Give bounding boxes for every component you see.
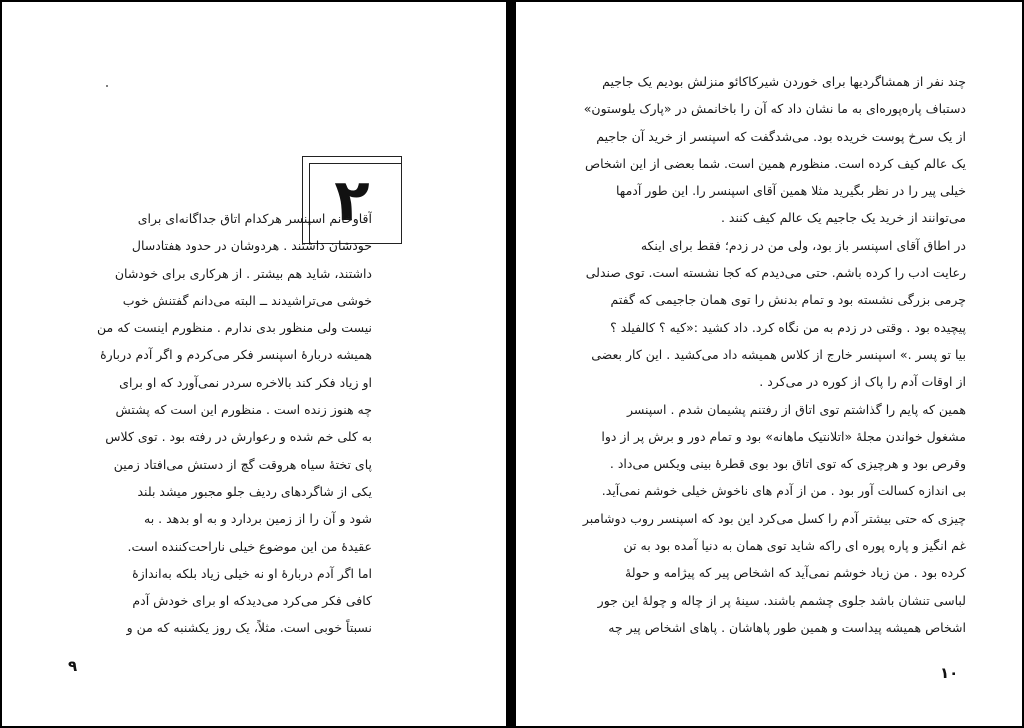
left-book-page <box>2 2 506 726</box>
text-line: خوشی می‌تراشیدند ــ البته می‌دانم گفتنش خوب <box>122 292 372 308</box>
text-line: همیشه دربارهٔ اسپنسر فکر می‌کردم و اگر آدم دربارهٔ <box>100 347 372 363</box>
text-line: در اطاق آقای اسپنسر باز بود، ولی من در زدم؛ فقط برای اینکه <box>640 237 966 253</box>
text-line: بی اندازه کسالت آور بود . من از آدم های ناخوش خیلی خوشم نمی‌آید. <box>601 483 966 499</box>
page-number: ۹ <box>68 657 78 675</box>
text-line: نیست ولی منظور بدی ندارم . منظورم اینست که من <box>97 320 372 336</box>
text-line: رعایت ادب را کرده باشم. حتی می‌دیدم که کجا نشسته است. توی صندلی <box>585 265 966 281</box>
text-line: چرمی بزرگی نشسته بود و تمام بدنش را توی همان جاجیمی که گفتم <box>610 292 966 308</box>
text-line: دستباف پاره‌پوره‌ای به ما نشان داد که آن را باخانمش در «پارک یلوستون» <box>583 101 966 117</box>
text-line: از اوقات آدم را پاک از کوره در می‌کرد . <box>759 374 966 390</box>
text-line: خودشان داشتند . هردوشان در حدود هفتادسال <box>131 238 372 254</box>
text-line: کافی فکر می‌کرد می‌دیدکه او برای خودش آدم <box>132 593 372 609</box>
text-line: چه هنوز زنده است . منظورم این است که پشتش <box>115 402 372 418</box>
chapter-number: ۲ <box>334 166 370 234</box>
text-line: اشخاص همیشه پیداست و همین طور پاهاشان . پاهای اشخاص پیر چه <box>608 619 966 635</box>
text-line: از یک سرخ پوست خریده بود. می‌شدگفت که اسپنسر از خرید آن جاجیم <box>596 128 966 144</box>
text-line: چند نفر از همشاگردیها برای خوردن شیرکاکائو منزلش بودیم یک جاجیم <box>602 74 966 89</box>
text-line: عقیدهٔ من این موضوع خیلی ناراحت‌کننده است. <box>127 538 372 554</box>
text-line: غم انگیز و پاره پوره ای راکه شاید توی همان به دنیا آمده بود به تن <box>623 538 966 554</box>
text-line: شود و آن را از زمین بردارد و به او بدهد . به <box>144 511 372 527</box>
text-line: پیچیده بود . وقتی در زدم به من نگاه کرد. داد کشید :«کیه ؟ کالفیلد ؟ <box>610 319 966 335</box>
text-line: مشغول خواندن مجلهٔ «اتلانتیک ماهانه» بود و تمام دور و برش پر از دوا <box>601 428 966 444</box>
text-line: می‌توانند از خرید یک جاجیم یک عالم کیف کنند . <box>720 210 966 226</box>
left-page-body-text <box>60 205 372 642</box>
right-page-body-text <box>574 68 966 641</box>
page-speck <box>106 85 108 87</box>
text-line: کرده بود . من زیاد خوشم نمی‌آید که اشخاص پیر که پیژامه و حولهٔ <box>625 565 966 581</box>
text-line: داشتند، شاید هم بیشتر . از هرکاری برای خودشان <box>114 265 372 281</box>
text-line: وقرص بود و هرچیزی که توی اتاق بود بوی قطرهٔ بینی ویکس می‌داد . <box>609 456 966 472</box>
text-line: آقاوخانم اسپنسر هرکدام اتاق جداگانه‌ای برای <box>137 211 372 226</box>
text-line: یک عالم کیف کرده است. منظورم همین است. شما بعضی از این اشخاص <box>584 155 966 171</box>
text-line: اما اگر آدم دربارهٔ او نه خیلی زیاد بلکه به‌اندازهٔ <box>132 565 372 581</box>
right-book-page <box>516 2 1022 726</box>
text-line: بیا تو پسر .» اسپنسر خارج از کلاس همیشه داد می‌کشید . این کار بعضی <box>591 346 966 362</box>
text-line: همین که پایم را گذاشتم توی اتاق از رفتنم پشیمان شدم . اسپنسر <box>626 401 966 417</box>
page-number: ۱۰ <box>940 664 959 682</box>
text-line: پای تختهٔ سیاه هروقت گچ از دستش می‌افتاد زمین <box>113 456 372 472</box>
text-line: خیلی پیر را در نظر بگیرید مثلا همین آقای اسپنسر را. این طور آدمها <box>616 183 966 199</box>
text-line: چیزی که حتی بیشتر آدم را کسل می‌کرد این بود که اسپنسر روب دوشامبر <box>582 510 966 526</box>
text-line: او زیاد فکر کند بالاخره سردر نمی‌آورد که او برای <box>119 374 372 390</box>
text-line: نسبتاً خوبی است. مثلاً، یک روز یکشنبه که من و <box>126 620 372 636</box>
text-line: لباسی تنشان باشد جلوی چشمم باشند. سینهٔ پر از چاله و چولهٔ این جور <box>597 592 966 608</box>
text-line: به کلی خم شده و رعوارش در رفته بود . توی کلاس <box>105 429 372 445</box>
text-line: یکی از شاگردهای ردیف جلو مجبور میشد بلند <box>137 483 372 499</box>
